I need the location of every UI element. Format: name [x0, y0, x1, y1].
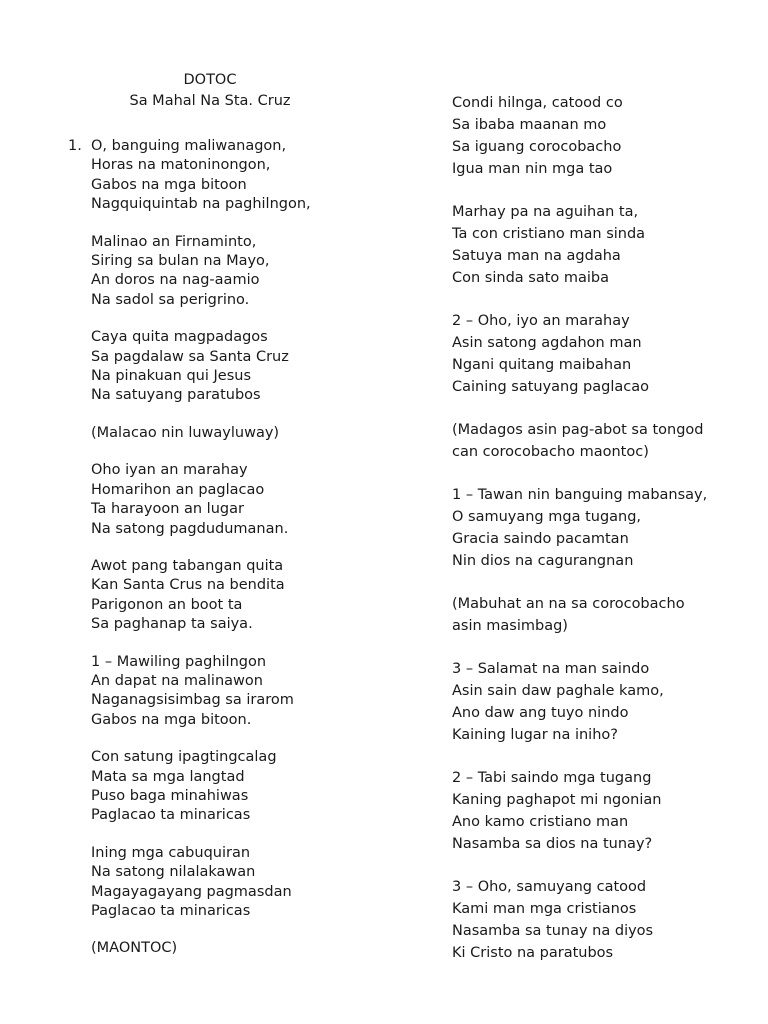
- stanza: [91, 424, 391, 443]
- document-subtitle: Sa Mahal Na Sta. Cruz: [129, 93, 291, 109]
- stanza-line: Con satung ipagtingcalag: [91, 749, 277, 766]
- right-column: [452, 92, 752, 985]
- stanza-line: Na satong pagdudumanan.: [91, 520, 289, 537]
- stanza-line: Mata sa mga langtad: [91, 768, 245, 785]
- stanza-line: Nasamba sa dios na tunay?: [452, 836, 653, 852]
- stanza-line: Paglacao ta minaricas: [91, 903, 251, 919]
- stanza-line: Asin satong agdahon man: [452, 335, 642, 351]
- stanza-line: 1 – Tawan nin banguing mabansay,: [452, 487, 708, 503]
- stanza-line: Sa paghanap ta saiya.: [91, 616, 253, 633]
- stanza-line: Malinao an Firnaminto,: [91, 233, 257, 250]
- stanza-line: Naganagsisimbag sa irarom: [91, 692, 294, 709]
- stanza-line: Magayagayang pagmasdan: [91, 883, 292, 900]
- stanza: [91, 748, 391, 826]
- stanza-line: Na sadol sa perigrino.: [91, 291, 250, 308]
- stanza-line: Na satong nilalakawan: [91, 864, 256, 881]
- stanza-line: Asin sain daw paghale kamo,: [452, 683, 664, 699]
- stanza-line: asin masimbag): [452, 618, 568, 634]
- stanza-line: Nin dios na cagurangnan: [452, 553, 634, 569]
- stanza-line: Caya quita magpadagos: [91, 329, 268, 346]
- stanza-line: Kaining lugar na iniho?: [452, 727, 618, 743]
- stanza-line: 1 – Mawiling paghilngon: [91, 653, 267, 670]
- page-header: [60, 70, 360, 112]
- stanza-line: Ta con cristiano man sinda: [452, 226, 646, 242]
- stanza-line: Gabos na mga bitoon: [91, 176, 247, 193]
- stanza-line: Sa iguang corocobacho: [452, 139, 622, 155]
- stanza-line: Gracia saindo pacamtan: [452, 531, 629, 547]
- stanza-line: Con sinda sato maiba: [452, 270, 610, 286]
- stanza-line: Ining mga cabuquiran: [91, 844, 251, 861]
- stanza-line: Ta harayoon an lugar: [91, 501, 244, 518]
- stanza-line: (Madagos asin pag-abot sa tongod: [452, 422, 704, 438]
- stanza-line: O samuyang mga tugang,: [452, 509, 642, 525]
- stanza: [91, 557, 391, 635]
- stanza-line: Sa ibaba maanan mo: [452, 117, 607, 133]
- stanza-line: Nagquiquintab na paghilngon,: [91, 196, 311, 213]
- stanza-line: Ki Cristo na paratubos: [452, 945, 614, 961]
- stanza-line: Kan Santa Crus na bendita: [91, 577, 285, 594]
- stanza: [452, 419, 752, 463]
- stanza: [91, 653, 391, 731]
- stanza-line: Parigonon an boot ta: [91, 596, 243, 613]
- stanza: [91, 328, 391, 406]
- stanza-line: can corocobacho maontoc): [452, 444, 649, 460]
- stanza-line: Ano daw ang tuyo nindo: [452, 705, 629, 721]
- stanza: [91, 939, 391, 958]
- stanza-line: Awot pang tabangan quita: [91, 557, 284, 574]
- stanza: [452, 92, 752, 180]
- stanza-line: Kami man mga cristianos: [452, 901, 637, 917]
- stanza-line: Ngani quitang maibahan: [452, 357, 632, 373]
- stanza-line: Kaning paghapot mi ngonian: [452, 792, 662, 808]
- stanza: [68, 137, 391, 215]
- stanza-line: (Mabuhat an na sa corocobacho: [452, 596, 685, 612]
- stanza-line: (MAONTOC): [91, 940, 178, 957]
- stanza: [91, 844, 391, 922]
- stanza-line: Gabos na mga bitoon.: [91, 711, 252, 728]
- stanza-line: O, banguing maliwanagon,: [91, 138, 287, 154]
- stanza-line: Igua man nin mga tao: [452, 161, 613, 177]
- stanza-line: Marhay pa na aguihan ta,: [452, 204, 639, 220]
- stanza-line: Condi hilnga, catood co: [452, 95, 623, 111]
- stanza-line: Sa pagdalaw sa Santa Cruz: [91, 348, 289, 365]
- stanza-line: Paglacao ta minaricas: [91, 807, 251, 824]
- stanza-line: 2 – Tabi saindo mga tugang: [452, 770, 652, 786]
- stanza-number: 1.: [68, 138, 82, 154]
- stanza-line: Satuya man na agdaha: [452, 248, 621, 264]
- document-title: DOTOC: [183, 72, 237, 88]
- stanza-line: An dapat na malinawon: [91, 672, 263, 689]
- stanza: [452, 484, 752, 572]
- stanza-line: Caining satuyang paglacao: [452, 379, 649, 395]
- stanza-line: Ano kamo cristiano man: [452, 814, 629, 830]
- stanza-line: Siring sa bulan na Mayo,: [91, 253, 270, 270]
- stanza-line: An doros na nag-aamio: [91, 272, 260, 289]
- stanza: [91, 233, 391, 311]
- stanza: [452, 658, 752, 746]
- stanza: [452, 767, 752, 855]
- stanza: [452, 201, 752, 289]
- left-column: [68, 137, 391, 977]
- stanza: [91, 461, 391, 539]
- stanza-line: Na pinakuan qui Jesus: [91, 368, 252, 385]
- stanza-line: Oho iyan an marahay: [91, 462, 248, 479]
- stanza-line: Homarihon an paglacao: [91, 481, 265, 498]
- stanza-line: 2 – Oho, iyo an marahay: [452, 313, 630, 329]
- stanza-line: Puso baga minahiwas: [91, 787, 249, 804]
- stanza: [452, 310, 752, 398]
- stanza-line: Na satuyang paratubos: [91, 387, 261, 404]
- stanza: [452, 876, 752, 964]
- stanza: [452, 593, 752, 637]
- stanza-line: (Malacao nin luwayluway): [91, 424, 280, 441]
- stanza-line: Horas na matoninongon,: [91, 157, 271, 174]
- stanza-line: 3 – Salamat na man saindo: [452, 661, 650, 677]
- stanza-line: 3 – Oho, samuyang catood: [452, 879, 647, 895]
- stanza-line: Nasamba sa tunay na diyos: [452, 923, 654, 939]
